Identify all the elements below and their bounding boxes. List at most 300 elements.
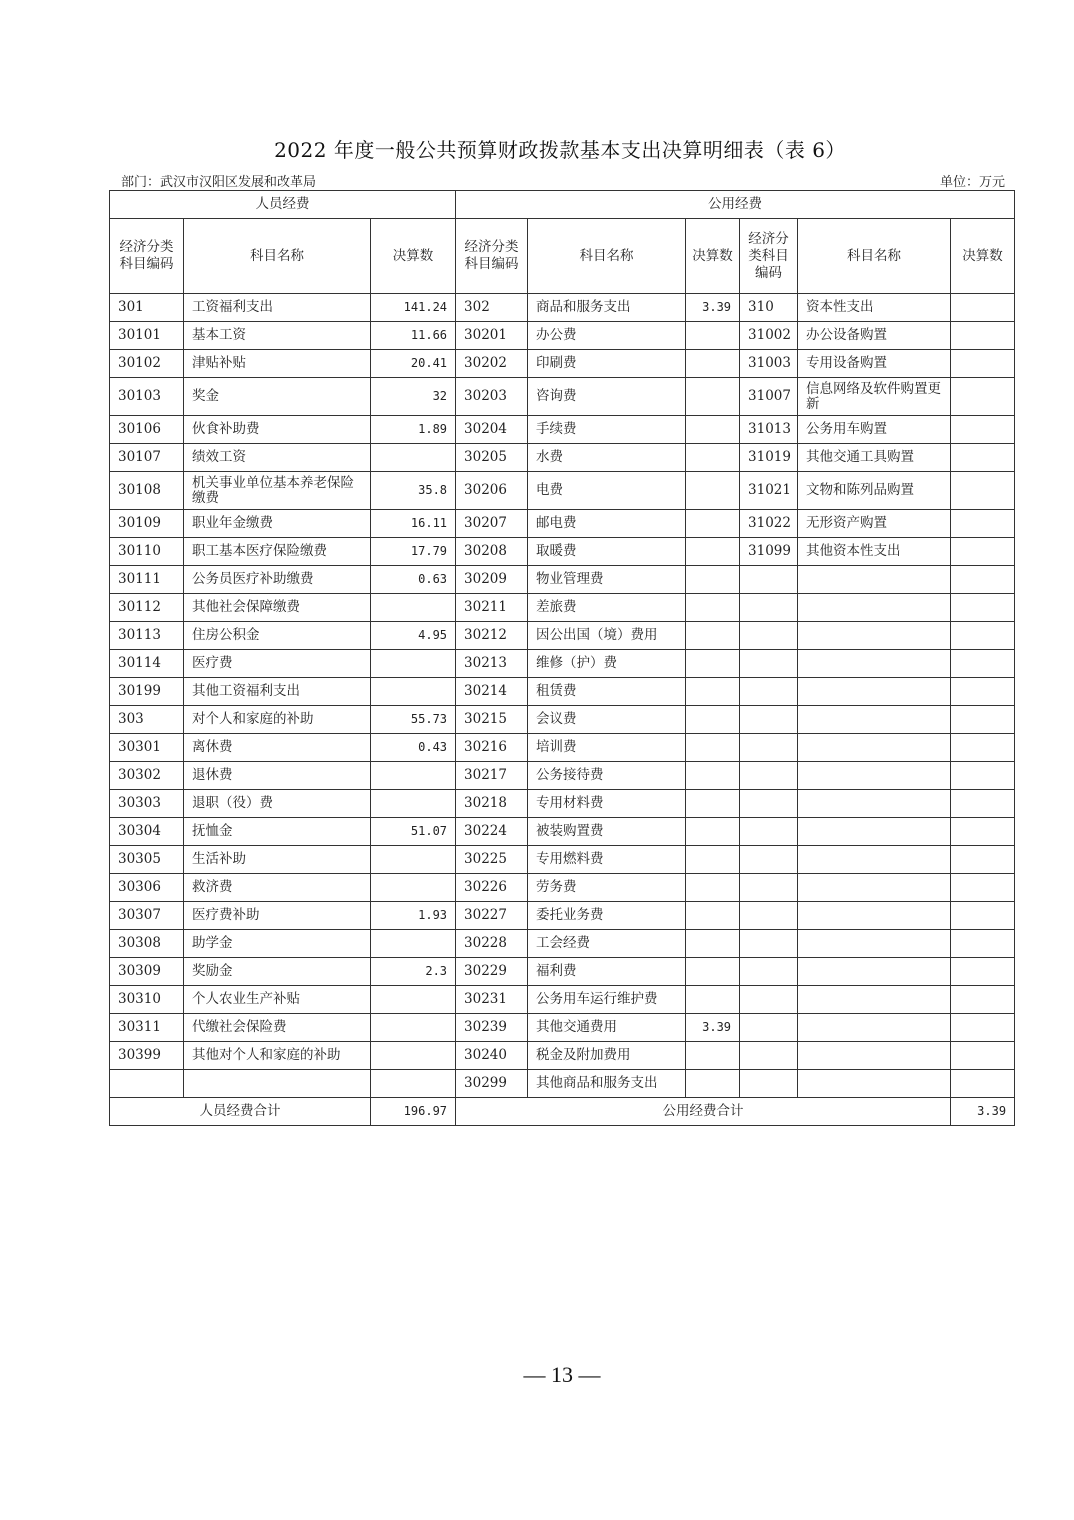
name-cell: 其他工资福利支出 xyxy=(184,678,371,706)
amount-cell xyxy=(951,416,1015,444)
code-cell: 30301 xyxy=(110,734,184,762)
code-cell: 30106 xyxy=(110,416,184,444)
amount-cell xyxy=(686,378,740,416)
name-cell: 医疗费补助 xyxy=(184,902,371,930)
table-row xyxy=(110,818,1015,846)
code-cell: 301 xyxy=(110,294,184,322)
name-cell: 对个人和家庭的补助 xyxy=(184,706,371,734)
code-cell: 30240 xyxy=(456,1042,528,1070)
amount-cell xyxy=(371,790,456,818)
code-cell xyxy=(740,930,798,958)
code-cell: 31003 xyxy=(740,350,798,378)
table-row xyxy=(110,874,1015,902)
amount-cell xyxy=(371,846,456,874)
table-row xyxy=(110,472,1015,510)
name-cell: 税金及附加费用 xyxy=(528,1042,686,1070)
name-cell xyxy=(798,734,951,762)
code-cell: 30113 xyxy=(110,622,184,650)
table-row xyxy=(110,1042,1015,1070)
name-cell: 助学金 xyxy=(184,930,371,958)
amount-header: 决算数 xyxy=(686,219,740,294)
amount-cell xyxy=(686,1070,740,1098)
name-cell: 个人农业生产补贴 xyxy=(184,986,371,1014)
name-cell: 劳务费 xyxy=(528,874,686,902)
name-cell: 其他资本性支出 xyxy=(798,538,951,566)
name-cell xyxy=(798,818,951,846)
name-cell xyxy=(798,846,951,874)
table-row xyxy=(110,622,1015,650)
amount-cell xyxy=(686,958,740,986)
amount-cell xyxy=(686,350,740,378)
code-cell: 30109 xyxy=(110,510,184,538)
code-cell: 30201 xyxy=(456,322,528,350)
personnel-total-label: 人员经费合计 xyxy=(110,1098,371,1126)
code-cell: 30208 xyxy=(456,538,528,566)
name-header: 科目名称 xyxy=(528,219,686,294)
code-cell: 30226 xyxy=(456,874,528,902)
amount-cell xyxy=(371,444,456,472)
name-cell: 专用燃料费 xyxy=(528,846,686,874)
code-cell xyxy=(740,986,798,1014)
name-cell: 生活补助 xyxy=(184,846,371,874)
name-cell: 代缴社会保险费 xyxy=(184,1014,371,1042)
name-cell: 培训费 xyxy=(528,734,686,762)
code-cell: 30299 xyxy=(456,1070,528,1098)
name-cell: 信息网络及软件购置更新 xyxy=(798,378,951,416)
name-cell: 办公费 xyxy=(528,322,686,350)
name-cell xyxy=(798,706,951,734)
amount-cell: 3.39 xyxy=(686,294,740,322)
code-cell: 30308 xyxy=(110,930,184,958)
amount-cell xyxy=(951,846,1015,874)
amount-cell xyxy=(951,1070,1015,1098)
name-cell: 租赁费 xyxy=(528,678,686,706)
amount-cell xyxy=(951,818,1015,846)
amount-cell xyxy=(686,416,740,444)
table-row xyxy=(110,678,1015,706)
code-cell: 30229 xyxy=(456,958,528,986)
code-cell: 30217 xyxy=(456,762,528,790)
amount-cell xyxy=(686,902,740,930)
code-cell xyxy=(740,1042,798,1070)
amount-cell xyxy=(686,566,740,594)
amount-cell xyxy=(951,510,1015,538)
name-cell xyxy=(798,762,951,790)
amount-cell: 32 xyxy=(371,378,456,416)
code-cell: 31099 xyxy=(740,538,798,566)
code-cell: 30214 xyxy=(456,678,528,706)
name-cell: 公务员医疗补助缴费 xyxy=(184,566,371,594)
code-cell xyxy=(740,1070,798,1098)
name-cell: 伙食补助费 xyxy=(184,416,371,444)
amount-cell: 55.73 xyxy=(371,706,456,734)
code-cell: 30399 xyxy=(110,1042,184,1070)
table-row xyxy=(110,958,1015,986)
name-cell: 委托业务费 xyxy=(528,902,686,930)
name-cell: 水费 xyxy=(528,444,686,472)
amount-cell: 141.24 xyxy=(371,294,456,322)
code-cell: 30209 xyxy=(456,566,528,594)
code-cell: 30215 xyxy=(456,706,528,734)
table-row xyxy=(110,444,1015,472)
amount-cell xyxy=(371,650,456,678)
department-label: 部门：武汉市汉阳区发展和改革局 xyxy=(121,175,317,190)
code-cell: 31013 xyxy=(740,416,798,444)
amount-cell xyxy=(371,986,456,1014)
amount-cell: 17.79 xyxy=(371,538,456,566)
table-row xyxy=(110,510,1015,538)
amount-cell xyxy=(371,1042,456,1070)
amount-cell xyxy=(371,594,456,622)
code-cell xyxy=(740,790,798,818)
code-cell: 30212 xyxy=(456,622,528,650)
amount-cell xyxy=(951,734,1015,762)
name-cell: 办公设备购置 xyxy=(798,322,951,350)
amount-cell xyxy=(951,622,1015,650)
name-cell: 职工基本医疗保险缴费 xyxy=(184,538,371,566)
code-cell: 30309 xyxy=(110,958,184,986)
amount-cell xyxy=(686,706,740,734)
name-cell: 被装购置费 xyxy=(528,818,686,846)
code-cell: 30224 xyxy=(456,818,528,846)
amount-cell: 1.93 xyxy=(371,902,456,930)
amount-cell xyxy=(951,706,1015,734)
code-cell: 30306 xyxy=(110,874,184,902)
code-cell xyxy=(740,818,798,846)
name-cell: 专用材料费 xyxy=(528,790,686,818)
name-cell: 专用设备购置 xyxy=(798,350,951,378)
amount-cell xyxy=(951,930,1015,958)
code-cell: 30304 xyxy=(110,818,184,846)
table-row xyxy=(110,762,1015,790)
amount-cell xyxy=(686,930,740,958)
table-row xyxy=(110,378,1015,416)
name-cell xyxy=(798,622,951,650)
code-cell: 30225 xyxy=(456,846,528,874)
code-cell: 30207 xyxy=(456,510,528,538)
amount-cell xyxy=(951,762,1015,790)
name-cell: 其他交通工具购置 xyxy=(798,444,951,472)
table-row xyxy=(110,350,1015,378)
code-cell: 30108 xyxy=(110,472,184,510)
page-title: 2022 年度一般公共预算财政拨款基本支出决算明细表（表 6） xyxy=(274,138,846,162)
code-cell xyxy=(740,678,798,706)
amount-cell xyxy=(686,1042,740,1070)
code-cell: 30199 xyxy=(110,678,184,706)
amount-header: 决算数 xyxy=(371,219,456,294)
amount-cell: 0.43 xyxy=(371,734,456,762)
code-cell: 30228 xyxy=(456,930,528,958)
amount-cell: 20.41 xyxy=(371,350,456,378)
name-cell: 机关事业单位基本养老保险缴费 xyxy=(184,472,371,510)
code-cell: 31022 xyxy=(740,510,798,538)
name-cell: 医疗费 xyxy=(184,650,371,678)
code-cell: 30102 xyxy=(110,350,184,378)
code-cell: 30213 xyxy=(456,650,528,678)
name-cell xyxy=(798,650,951,678)
amount-cell xyxy=(951,874,1015,902)
amount-cell xyxy=(686,472,740,510)
amount-cell xyxy=(686,538,740,566)
name-cell: 退职（役）费 xyxy=(184,790,371,818)
code-cell: 30216 xyxy=(456,734,528,762)
name-cell xyxy=(798,930,951,958)
table-row xyxy=(110,594,1015,622)
amount-cell xyxy=(686,986,740,1014)
code-cell: 30206 xyxy=(456,472,528,510)
amount-cell xyxy=(951,986,1015,1014)
name-cell: 离休费 xyxy=(184,734,371,762)
table-row xyxy=(110,1014,1015,1042)
code-cell: 30218 xyxy=(456,790,528,818)
name-cell: 其他社会保障缴费 xyxy=(184,594,371,622)
name-cell: 维修（护）费 xyxy=(528,650,686,678)
name-cell: 其他交通费用 xyxy=(528,1014,686,1042)
code-header: 经济分类科目编码 xyxy=(740,219,798,294)
name-cell: 公务用车运行维护费 xyxy=(528,986,686,1014)
code-cell xyxy=(740,958,798,986)
amount-cell xyxy=(951,1014,1015,1042)
code-cell: 303 xyxy=(110,706,184,734)
amount-cell xyxy=(686,734,740,762)
name-cell: 退休费 xyxy=(184,762,371,790)
name-cell xyxy=(798,566,951,594)
code-cell xyxy=(740,1014,798,1042)
code-cell: 30114 xyxy=(110,650,184,678)
code-cell xyxy=(740,622,798,650)
code-cell: 30103 xyxy=(110,378,184,416)
name-cell xyxy=(798,902,951,930)
code-cell: 302 xyxy=(456,294,528,322)
name-cell: 职业年金缴费 xyxy=(184,510,371,538)
amount-cell xyxy=(951,566,1015,594)
name-cell: 住房公积金 xyxy=(184,622,371,650)
personnel-total-value: 196.97 xyxy=(371,1098,456,1126)
name-cell xyxy=(798,1070,951,1098)
code-cell: 31007 xyxy=(740,378,798,416)
amount-cell xyxy=(686,622,740,650)
table-row xyxy=(110,790,1015,818)
amount-cell xyxy=(686,678,740,706)
amount-cell xyxy=(951,294,1015,322)
amount-cell: 51.07 xyxy=(371,818,456,846)
public-total-label: 公用经费合计 xyxy=(456,1098,951,1126)
name-cell xyxy=(798,790,951,818)
name-cell: 文物和陈列品购置 xyxy=(798,472,951,510)
name-cell: 手续费 xyxy=(528,416,686,444)
code-cell: 30204 xyxy=(456,416,528,444)
code-cell: 30227 xyxy=(456,902,528,930)
code-header: 经济分类科目编码 xyxy=(456,219,528,294)
amount-cell: 0.63 xyxy=(371,566,456,594)
name-cell: 津贴补贴 xyxy=(184,350,371,378)
code-cell: 30302 xyxy=(110,762,184,790)
name-cell: 绩效工资 xyxy=(184,444,371,472)
code-cell: 30101 xyxy=(110,322,184,350)
amount-cell xyxy=(686,594,740,622)
name-cell: 电费 xyxy=(528,472,686,510)
name-cell xyxy=(798,678,951,706)
table-row xyxy=(110,650,1015,678)
code-cell xyxy=(740,874,798,902)
name-cell: 邮电费 xyxy=(528,510,686,538)
amount-cell xyxy=(951,902,1015,930)
name-cell: 抚恤金 xyxy=(184,818,371,846)
amount-cell xyxy=(951,958,1015,986)
code-cell: 30107 xyxy=(110,444,184,472)
amount-cell: 35.8 xyxy=(371,472,456,510)
amount-cell xyxy=(371,1070,456,1098)
name-cell: 奖励金 xyxy=(184,958,371,986)
table-row xyxy=(110,1070,1015,1098)
name-cell xyxy=(798,986,951,1014)
name-cell: 无形资产购置 xyxy=(798,510,951,538)
page-number: — 13 — xyxy=(523,1362,601,1387)
name-cell: 福利费 xyxy=(528,958,686,986)
amount-cell xyxy=(686,510,740,538)
personnel-header: 人员经费 xyxy=(110,191,456,219)
amount-cell xyxy=(951,1042,1015,1070)
amount-cell xyxy=(686,444,740,472)
code-cell: 310 xyxy=(740,294,798,322)
public-total-value: 3.39 xyxy=(951,1098,1015,1126)
amount-cell xyxy=(951,378,1015,416)
table-row xyxy=(110,566,1015,594)
amount-cell xyxy=(371,762,456,790)
name-cell: 差旅费 xyxy=(528,594,686,622)
code-cell xyxy=(740,846,798,874)
name-cell xyxy=(798,594,951,622)
amount-cell xyxy=(951,594,1015,622)
code-cell: 30305 xyxy=(110,846,184,874)
code-cell xyxy=(740,650,798,678)
code-cell xyxy=(110,1070,184,1098)
name-cell xyxy=(798,874,951,902)
code-cell: 30112 xyxy=(110,594,184,622)
amount-cell xyxy=(371,1014,456,1042)
amount-cell: 3.39 xyxy=(686,1014,740,1042)
name-cell: 因公出国（境）费用 xyxy=(528,622,686,650)
code-cell: 30303 xyxy=(110,790,184,818)
table-row xyxy=(110,416,1015,444)
amount-cell xyxy=(951,790,1015,818)
code-cell: 30307 xyxy=(110,902,184,930)
code-cell: 30203 xyxy=(456,378,528,416)
table-row xyxy=(110,986,1015,1014)
name-header: 科目名称 xyxy=(184,219,371,294)
name-cell: 印刷费 xyxy=(528,350,686,378)
amount-cell xyxy=(686,762,740,790)
amount-cell xyxy=(371,678,456,706)
table-row xyxy=(110,846,1015,874)
name-cell: 商品和服务支出 xyxy=(528,294,686,322)
amount-cell xyxy=(686,650,740,678)
code-cell xyxy=(740,902,798,930)
amount-cell xyxy=(686,818,740,846)
name-cell: 公务接待费 xyxy=(528,762,686,790)
amount-cell: 1.89 xyxy=(371,416,456,444)
name-cell: 取暖费 xyxy=(528,538,686,566)
code-cell: 30111 xyxy=(110,566,184,594)
name-cell xyxy=(184,1070,371,1098)
table-row xyxy=(110,734,1015,762)
code-cell xyxy=(740,594,798,622)
table-row xyxy=(110,322,1015,350)
name-cell: 奖金 xyxy=(184,378,371,416)
amount-cell: 16.11 xyxy=(371,510,456,538)
table-row xyxy=(110,902,1015,930)
name-cell xyxy=(798,1042,951,1070)
amount-header: 决算数 xyxy=(951,219,1015,294)
name-cell: 基本工资 xyxy=(184,322,371,350)
expenditure-table xyxy=(109,190,1015,1126)
name-cell: 公务用车购置 xyxy=(798,416,951,444)
name-cell: 其他商品和服务支出 xyxy=(528,1070,686,1098)
amount-cell xyxy=(686,322,740,350)
amount-cell xyxy=(951,350,1015,378)
amount-cell xyxy=(371,874,456,902)
totals-row xyxy=(110,1098,1015,1126)
amount-cell: 4.95 xyxy=(371,622,456,650)
amount-cell xyxy=(951,538,1015,566)
unit-label: 单位：万元 xyxy=(940,175,1006,190)
table-row xyxy=(110,294,1015,322)
code-cell: 30110 xyxy=(110,538,184,566)
amount-cell: 2.3 xyxy=(371,958,456,986)
name-cell xyxy=(798,958,951,986)
code-cell xyxy=(740,734,798,762)
code-cell xyxy=(740,566,798,594)
name-cell: 咨询费 xyxy=(528,378,686,416)
code-cell: 30211 xyxy=(456,594,528,622)
amount-cell xyxy=(951,472,1015,510)
amount-cell xyxy=(686,846,740,874)
code-cell: 30239 xyxy=(456,1014,528,1042)
name-cell: 资本性支出 xyxy=(798,294,951,322)
name-cell: 物业管理费 xyxy=(528,566,686,594)
name-cell: 工资福利支出 xyxy=(184,294,371,322)
code-cell xyxy=(740,706,798,734)
name-cell: 工会经费 xyxy=(528,930,686,958)
name-cell xyxy=(798,1014,951,1042)
table-row xyxy=(110,538,1015,566)
amount-cell xyxy=(951,444,1015,472)
code-header: 经济分类科目编码 xyxy=(110,219,184,294)
code-cell: 31002 xyxy=(740,322,798,350)
code-cell: 30311 xyxy=(110,1014,184,1042)
code-cell: 31021 xyxy=(740,472,798,510)
name-cell: 救济费 xyxy=(184,874,371,902)
name-cell: 其他对个人和家庭的补助 xyxy=(184,1042,371,1070)
amount-cell xyxy=(951,678,1015,706)
name-cell: 会议费 xyxy=(528,706,686,734)
code-cell: 30231 xyxy=(456,986,528,1014)
code-cell xyxy=(740,762,798,790)
table-row xyxy=(110,706,1015,734)
code-cell: 30205 xyxy=(456,444,528,472)
public-header: 公用经费 xyxy=(456,191,1015,219)
amount-cell: 11.66 xyxy=(371,322,456,350)
amount-cell xyxy=(951,650,1015,678)
amount-cell xyxy=(686,874,740,902)
code-cell: 30202 xyxy=(456,350,528,378)
code-cell: 30310 xyxy=(110,986,184,1014)
amount-cell xyxy=(951,322,1015,350)
name-header: 科目名称 xyxy=(798,219,951,294)
amount-cell xyxy=(686,790,740,818)
amount-cell xyxy=(371,930,456,958)
code-cell: 31019 xyxy=(740,444,798,472)
